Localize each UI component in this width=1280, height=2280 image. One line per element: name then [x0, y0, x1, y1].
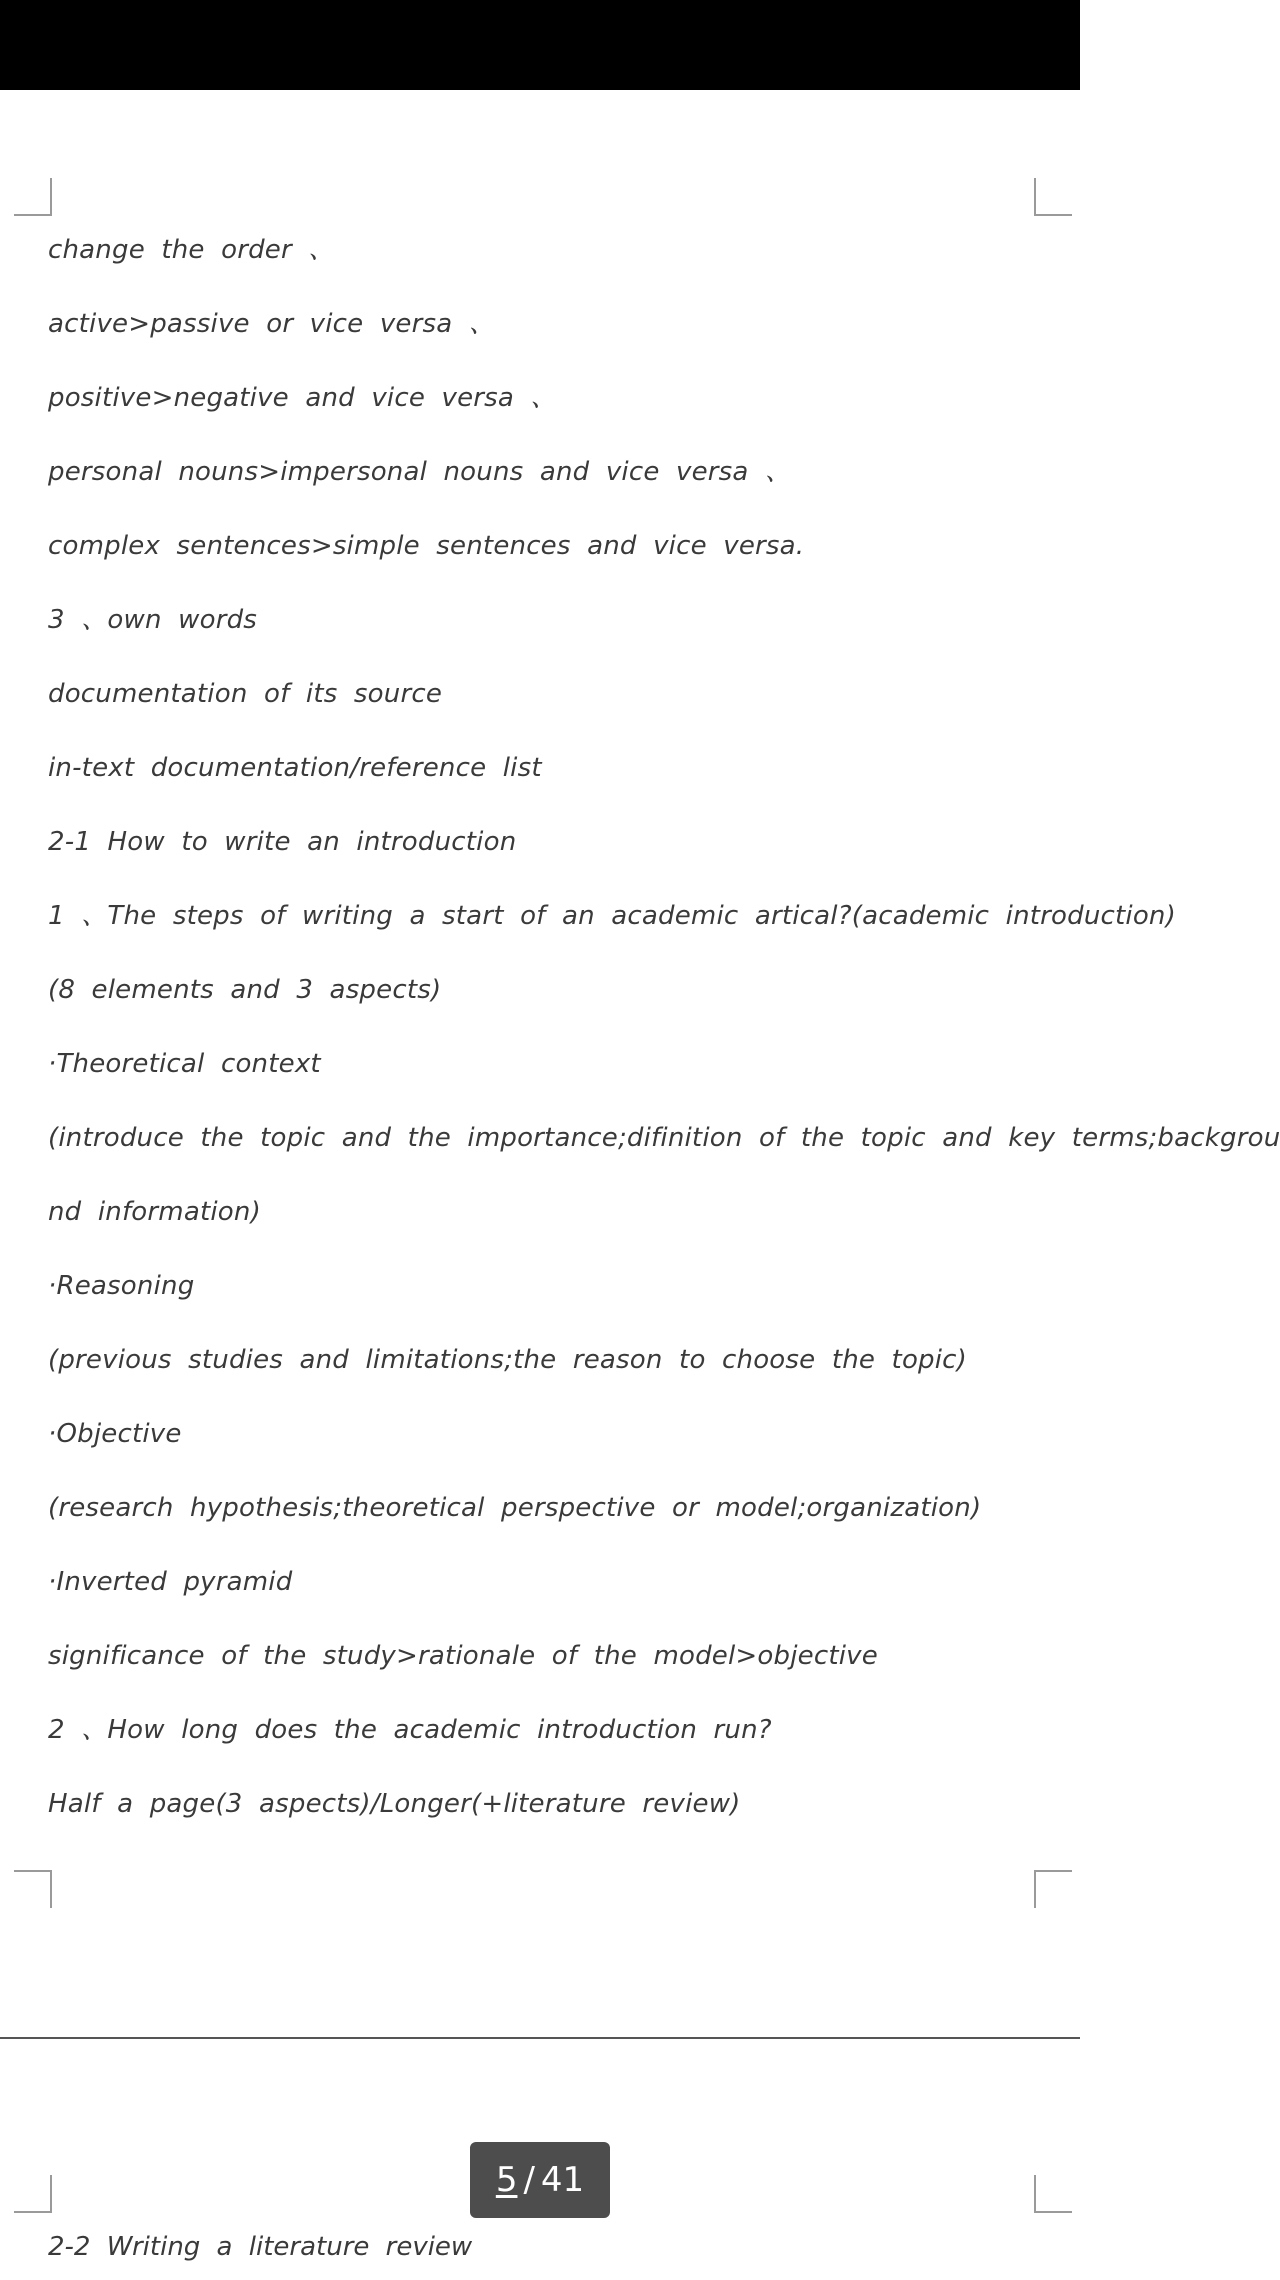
crop-mark-top-left [14, 178, 52, 216]
section-heading: 2-2 Writing a literature review [48, 2232, 473, 2262]
current-page-number: 5 [495, 2160, 518, 2200]
text-line: in-text documentation/reference list [48, 753, 542, 783]
document-page-5[interactable] [0, 90, 1280, 2038]
text-line: nd information) [48, 1197, 261, 1227]
text-line: 3 、own words [48, 605, 258, 635]
text-line: (8 elements and 3 aspects) [48, 975, 442, 1005]
crop-mark-bottom-right [1034, 1870, 1072, 1908]
text-line: ·Inverted pyramid [48, 1567, 293, 1597]
text-line: active>passive or vice versa 、 [48, 309, 496, 339]
total-page-count: 41 [540, 2160, 585, 2200]
text-line: documentation of its source [48, 679, 443, 709]
crop-mark-bottom-left [14, 1870, 52, 1908]
text-line: (previous studies and limitations;the reason to choose the topic) [48, 1345, 968, 1375]
text-line: change the order 、 [48, 235, 335, 265]
crop-mark-top-left [14, 2175, 52, 2213]
text-line: ·Objective [48, 1419, 182, 1449]
text-line: 2 、How long does the academic introduction run? [48, 1715, 772, 1745]
text-line: ·Reasoning [48, 1271, 195, 1301]
crop-mark-top-right [1034, 2175, 1072, 2213]
status-bar [0, 0, 1080, 90]
page-separator: / [523, 2160, 535, 2200]
text-line: (research hypothesis;theoretical perspective or model;organization) [48, 1493, 982, 1523]
text-line: (introduce the topic and the importance;difinition of the topic and key terms;backgrou [48, 1123, 1280, 1153]
text-line: positive>negative and vice versa 、 [48, 383, 557, 413]
text-line: ·Theoretical context [48, 1049, 321, 1079]
text-line: Half a page(3 aspects)/Longer(+literature review) [48, 1789, 741, 1819]
text-line: 1 、The steps of writing a start of an academic artical?(academic introduction) [48, 901, 1176, 931]
crop-mark-top-right [1034, 178, 1072, 216]
text-line: complex sentences>simple sentences and vice versa. [48, 531, 805, 561]
section-heading: 2-1 How to write an introduction [48, 827, 517, 857]
text-line: personal nouns>impersonal nouns and vice versa 、 [48, 457, 792, 487]
page-indicator[interactable] [470, 2142, 610, 2218]
text-line: significance of the study>rationale of the model>objective [48, 1641, 878, 1671]
